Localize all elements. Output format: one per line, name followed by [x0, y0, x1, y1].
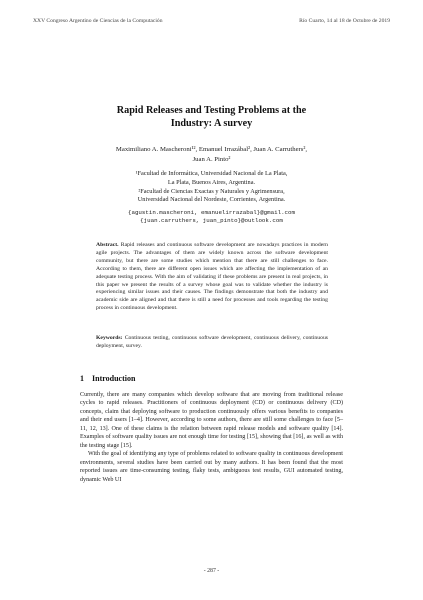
email-line-2: {juan.carruthers, juan_pinto}@outlook.com	[140, 217, 283, 225]
abstract-text: Rapid releases and continuous software development are nowadays practices in modern agile projects. The advantages of them are widely known across the software development community, but there are some studies which mention that there are still challenges to face. According to them, there are different open issues which are affecting the implementation of an adequate testing process. With the aim of validating if these problems are present in real projects, in this paper we present the results of a survey whose goal was to validate whether the industry is experiencing similar issues and their causes. The findings demonstrate that both the industry and academic side are aligned and that there is still a need for processes and tools regarding the testing process in continuous development.	[96, 242, 328, 312]
header-conference: XXV Congreso Argentino de Ciencias de la Computación	[33, 18, 163, 24]
body-paragraph-1: Currently, there are many companies which develop software that are moving from traditional release cycles to rapid releases. Practitioners of continuous deployment (CD) or continuous delivery (CD) concepts, claim that deploying software to production continuously offers various benefits to companies and their end users [1–4]. However, according to some authors, there are still some challenges to face [5–11, 12, 13]. One of these claims is the relation between rapid release models and software quality [14]. Examples of software quality issues are not enough time for testing [15], showing that [16], as well as with the testing stage [15].	[80, 392, 343, 449]
introduction-body	[80, 391, 343, 484]
section-number: 1	[80, 374, 84, 383]
affiliation-line-2: La Plata, Buenos Aires, Argentina.	[167, 178, 256, 186]
running-header	[33, 18, 390, 24]
authors-line-2: Juan A. Pinto²	[192, 155, 231, 163]
affiliation-line-1: ¹Facultad de Informática, Universidad Nacional de La Plata,	[135, 170, 288, 177]
abstract-label: Abstract.	[96, 242, 119, 248]
section-title: Introduction	[92, 374, 136, 383]
email-line-1: {agustin.mascheroni, emanuelirrazabal}@gmail.com	[128, 209, 295, 216]
author-emails	[110, 209, 313, 225]
authors-line-1: Maximiliano A. Mascheroni¹², Emanuel Irrazábal², Juan A. Carruthers²,	[115, 146, 308, 153]
body-paragraph-2: With the goal of identifying any type of problems related to software quality in continuous development environments, several studies have been carried out by many authors. It has been found that the most reported issues are time-consuming testing, flaky tests, ambiguous test results, GUI automated testing, dynamic Web UI	[80, 451, 343, 483]
section-heading-introduction	[80, 374, 135, 383]
abstract	[96, 242, 328, 313]
keywords	[96, 335, 328, 351]
affiliation-line-4: Universidad Nacional del Nordeste, Corrientes, Argentina.	[137, 196, 286, 204]
paper-title: Rapid Releases and Testing Problems at the Industry: A survey	[116, 105, 307, 129]
keywords-text: Continuous testing, continuous software development, continuous delivery, continuous deployment, survey.	[96, 335, 329, 349]
keywords-label: Keywords:	[96, 335, 123, 341]
page-number: - 287 -	[203, 568, 220, 574]
affiliation-line-3: ²Facultad de Ciencias Exactas y Naturales y Agrimensura,	[138, 187, 285, 195]
header-location-date: Río Cuarto, 14 al 18 de Octubre de 2019	[299, 18, 390, 24]
author-list	[95, 145, 328, 164]
affiliations	[110, 170, 313, 205]
